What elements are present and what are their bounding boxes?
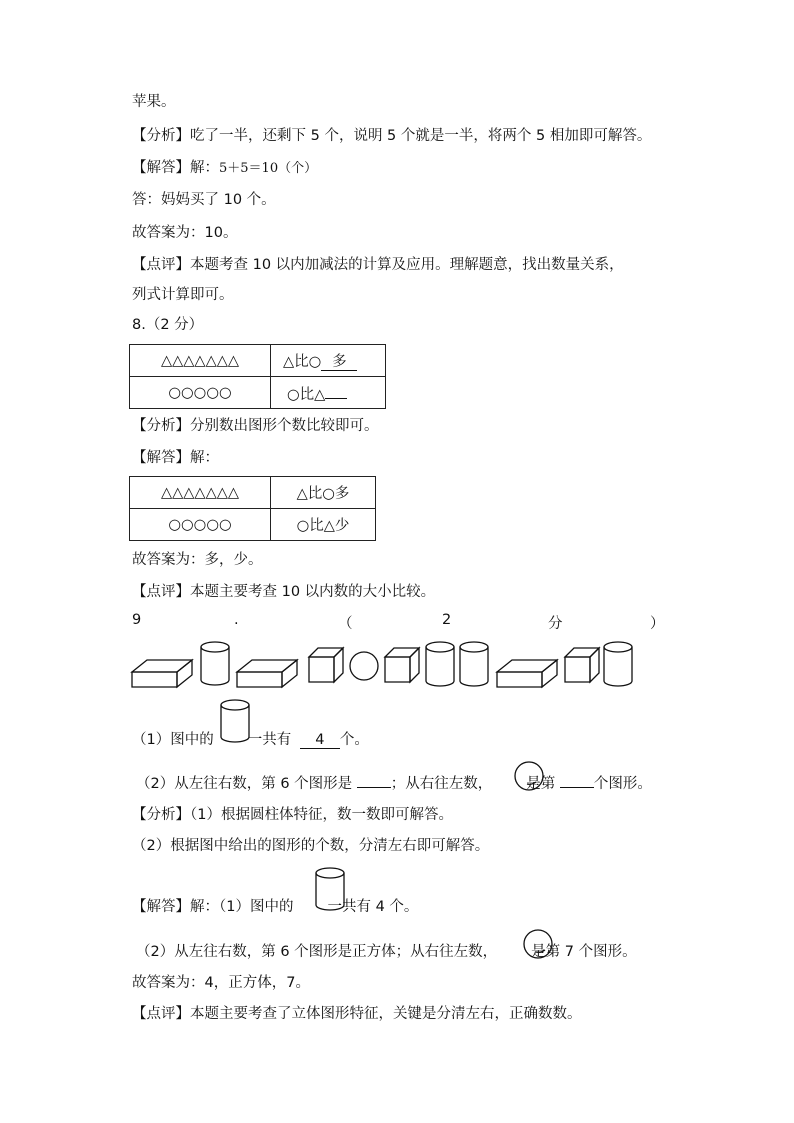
compare-prefix: ○比△ (287, 386, 326, 403)
compare-prefix: △比○ (283, 354, 322, 370)
answer-blank[interactable]: 多 (321, 354, 357, 371)
score-value: 2 (442, 612, 452, 628)
score-unit: 分 (548, 616, 563, 632)
cylinder-icon (201, 642, 229, 685)
sub-question-suffix: 个。 (339, 732, 369, 748)
score-paren-left: （ (338, 616, 353, 632)
cylinder-icon (313, 864, 349, 914)
sub-question-suffix: 个图形。 (593, 776, 652, 792)
sub-question-prefix: （2）从左往右数，第 6 个图形是 (136, 776, 353, 792)
cylinder-icon (460, 642, 488, 686)
cube-icon (385, 648, 419, 682)
answer-blank[interactable] (357, 787, 391, 788)
answer-formula: 5＋5＝10（个） (219, 161, 318, 176)
comment-text: 【点评】本题主要考查 10 以内数的大小比较。 (132, 584, 436, 600)
triangles-text: △△△△△△△ (160, 484, 240, 501)
cuboid-icon (132, 660, 192, 687)
sphere-icon (512, 759, 546, 793)
answer-blank[interactable]: 4 (300, 732, 340, 749)
sphere-icon (521, 927, 555, 961)
analysis-text: 【分析】分别数出图形个数比较即可。 (132, 418, 379, 434)
sub-question-mid: ；从右往左数， (390, 776, 493, 792)
comment-text: 【点评】本题主要考查了立体图形特征，关键是分清左右，正确数数。 (132, 1006, 582, 1022)
cuboid-icon (237, 660, 297, 687)
question-header: 8.（2 分） (132, 317, 204, 333)
answer-text: 答：妈妈买了 10 个。 (132, 192, 276, 208)
final-answer: 故答案为：4，正方体，7。 (132, 975, 310, 991)
final-answer: 故答案为：10。 (132, 225, 238, 241)
answer-line (132, 897, 418, 917)
answer-line (136, 942, 637, 962)
answer-text: △比○多 (296, 486, 350, 502)
triangles-text: △△△△△△△ (160, 352, 240, 369)
cuboid-icon (497, 660, 557, 687)
circles-text: ○○○○○ (168, 516, 232, 533)
circles-text: ○○○○○ (168, 384, 232, 401)
answer-prefix: 【解答】解：（1）图中的 (132, 899, 294, 915)
comment-text: 列式计算即可。 (132, 287, 234, 303)
cylinder-icon (426, 642, 454, 686)
answer-suffix: 一共有 4 个。 (327, 899, 419, 915)
question-dot: . (234, 612, 239, 628)
sphere-icon (350, 652, 378, 680)
sub-question-after-icon: 是第 (526, 776, 556, 792)
question-number: 9 (132, 612, 142, 628)
answer-prefix: 【解答】解： (132, 160, 219, 176)
answer-prefix: 【解答】解： (132, 450, 219, 466)
answer-text: ○比△少 (296, 518, 350, 534)
comment-text: 【点评】本题考查 10 以内加减法的计算及应用。理解题意，找出数量关系， (132, 257, 624, 273)
final-answer: 故答案为：多，少。 (132, 552, 263, 568)
cylinder-icon (604, 642, 632, 686)
sub-question-prefix: （1）图中的 (132, 732, 214, 748)
score-paren-right: ） (650, 616, 665, 632)
analysis-text: 【分析】（1）根据圆柱体特征，数一数即可解答。 (132, 807, 453, 823)
answer-blank[interactable] (560, 787, 594, 788)
sub-question-2 (136, 774, 652, 794)
answer-suffix: 是第 7 个图形。 (531, 944, 637, 960)
cube-icon (565, 648, 599, 682)
cube-icon (309, 648, 343, 682)
analysis-text: 【分析】吃了一半，还剩下 5 个，说明 5 个就是一半，将两个 5 相加即可解答。 (132, 128, 652, 144)
sub-question-mid: 一共有 (247, 732, 292, 748)
answer-prefix: （2）从左往右数，第 6 个图形是正方体；从右往左数， (136, 944, 498, 960)
analysis-text: （2）根据图中给出的图形的个数，分清左右即可解答。 (132, 838, 490, 854)
text-line: 苹果。 (132, 94, 176, 110)
cylinder-icon (218, 696, 254, 746)
